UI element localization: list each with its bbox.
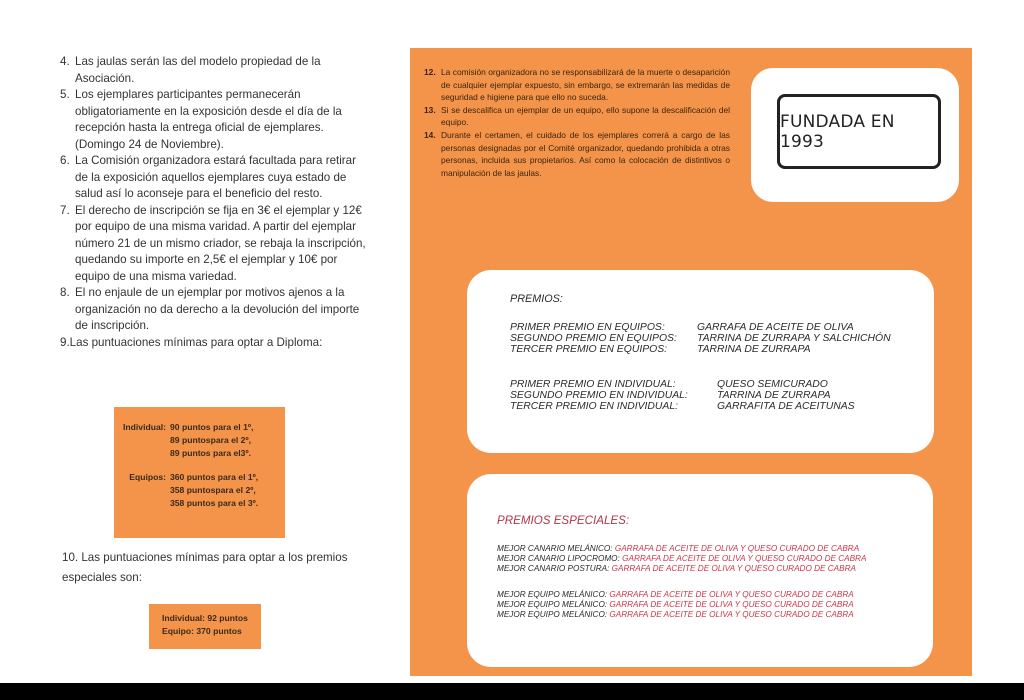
individual-row-3 xyxy=(114,447,285,460)
bottom-bar xyxy=(0,683,1024,700)
premio-value: TARRINA DE ZURRAPA xyxy=(697,343,811,355)
rule-7 xyxy=(60,203,372,286)
diploma-scores-box xyxy=(114,407,285,538)
individual-row xyxy=(114,421,285,434)
especial-value: GARRAFA DE ACEITE DE OLIVA Y QUESO CURADO DE CABRA xyxy=(614,544,860,553)
rule-number: 12. xyxy=(424,67,436,77)
especial-value: GARRAFA DE ACEITE DE OLIVA Y QUESO CURADO DE CABRA xyxy=(609,610,854,620)
especial-row xyxy=(497,554,866,564)
especial-value: GARRAFA DE ACEITE DE OLIVA Y QUESO CURADO DE CABRA xyxy=(609,600,854,610)
spacer xyxy=(114,484,170,497)
rule-14 xyxy=(424,129,730,179)
premio-label: PRIMER PREMIO EN EQUIPOS: xyxy=(510,322,665,333)
rule-number: 14. xyxy=(424,129,436,140)
rule-text: La comisión organizadora no se responsabilizará de la muerte o desaparición de cualquier ejemplar expuesto, sin embargo, se extremarán las medidas de seguridad e higiene para que ello no suceda. xyxy=(441,67,730,103)
especial-row xyxy=(497,564,866,574)
rule-12 xyxy=(424,66,730,104)
premio-value: TARRINA DE ZURRAPA xyxy=(717,389,831,401)
premio-label: SEGUNDO PREMIO EN EQUIPOS: xyxy=(510,332,677,344)
rule-text: Si se descalifica un ejemplar de un equipo, ello supone la descalificación del equipo. xyxy=(441,104,730,128)
special-equipo: Equipo: 370 puntos xyxy=(162,626,242,636)
especial-row xyxy=(497,544,866,554)
especial-value: GARRAFA DE ACEITE DE OLIVA Y QUESO CURADO DE CABRA xyxy=(611,564,856,574)
premio-row xyxy=(510,402,855,413)
especiales-equipos xyxy=(497,590,854,621)
rule-8 xyxy=(60,285,372,335)
rule-text: Los ejemplares participantes permanecerán obligatoriamente en la exposición desde el día de la recepción hasta la entrega oficial de ejemplares. (Domingo 24 de Noviembre). xyxy=(75,88,342,151)
especial-label: MEJOR EQUIPO MELÁNICO: xyxy=(497,610,608,620)
especiales-title: PREMIOS ESPECIALES: xyxy=(497,514,630,527)
premio-label: PRIMER PREMIO EN INDIVIDUAL: xyxy=(510,379,676,390)
rule-number: 8. xyxy=(60,286,70,299)
premio-value: TARRINA DE ZURRAPA Y SALCHICHÓN xyxy=(697,332,891,344)
rule-4 xyxy=(60,54,372,87)
premios-individual xyxy=(510,380,855,412)
especial-label: MEJOR CANARIO LIPOCROMO: xyxy=(497,554,620,564)
premio-label: TERCER PREMIO EN INDIVIDUAL: xyxy=(510,400,679,412)
especial-value: GARRAFA DE ACEITE DE OLIVA Y QUESO CURADO DE CABRA xyxy=(622,554,867,564)
especial-row xyxy=(497,600,854,610)
equipos-score: 358 puntos para el 3º. xyxy=(170,497,259,508)
especiales-card xyxy=(467,474,933,667)
equipos-score: 360 puntos para el 1º, xyxy=(170,472,259,483)
special-individual: Individual: 92 puntos xyxy=(162,613,248,623)
rule-13 xyxy=(424,104,730,129)
especiales-canarios xyxy=(497,544,866,575)
rule-5 xyxy=(60,87,372,153)
equipos-label: Equipos: xyxy=(129,472,166,483)
spacer xyxy=(114,434,170,447)
premios-card xyxy=(467,270,934,453)
especial-row xyxy=(497,610,854,620)
premio-row xyxy=(510,345,891,356)
orange-panel xyxy=(410,48,972,676)
rule-text: El no enjaule de un ejemplar por motivos ajenos a la organización no da derecho a la devolución del importe de inscripción. xyxy=(75,286,360,332)
rule-text: Las jaulas serán las del modelo propiedad de la Asociación. xyxy=(75,55,321,85)
premio-label: TERCER PREMIO EN EQUIPOS: xyxy=(510,343,668,355)
especial-label: MEJOR CANARIO MELÁNICO: xyxy=(497,544,613,553)
individual-score: 89 puntospara el 2º, xyxy=(170,434,251,445)
individual-score: 89 puntos para el3º. xyxy=(170,447,251,458)
right-rules xyxy=(424,66,730,179)
left-column xyxy=(60,54,372,351)
individual-score: 90 puntos para el 1º, xyxy=(170,422,254,432)
especial-value: GARRAFA DE ACEITE DE OLIVA Y QUESO CURADO DE CABRA xyxy=(609,590,854,599)
especial-label: MEJOR EQUIPO MELÁNICO: xyxy=(497,600,608,610)
especial-label: MEJOR CANARIO POSTURA: xyxy=(497,564,610,574)
rule-9: 9.Las puntuaciones mínimas para optar a Diploma: xyxy=(60,335,323,349)
spacer xyxy=(114,459,285,471)
rule-number: 13. xyxy=(424,104,436,115)
equipos-row-3 xyxy=(114,497,285,510)
rule-text: Durante el certamen, el cuidado de los ejemplares correrá a cargo de las personas designadas por el Comité organizador, quedando prohibida a otras personas, incluida sus propietarios. Así como la colocación de distintivos o manipulación de las jaulas. xyxy=(441,129,730,178)
individual-row-2 xyxy=(114,434,285,447)
especial-row xyxy=(497,590,854,600)
logo-card xyxy=(751,68,959,202)
founded-badge: FUNDADA EN 1993 xyxy=(777,94,941,169)
equipos-row xyxy=(114,471,285,484)
premios-title: PREMIOS: xyxy=(510,293,563,305)
special-scores-box xyxy=(149,604,261,649)
equipos-row-2 xyxy=(114,484,285,497)
spacer xyxy=(114,497,170,510)
equipos-score: 358 puntospara el 2º, xyxy=(170,485,256,496)
premios-equipos xyxy=(510,323,891,355)
rule-number: 7. xyxy=(60,203,70,217)
spacer xyxy=(114,447,170,460)
rule-number: 4. xyxy=(60,55,70,68)
rule-text: El derecho de inscripción se fija en 3€ el ejemplar y 12€ por equipo de una misma varidad. A partir del ejemplar número 21 de un mismo criador, se rebaja la inscripción, quedando su importe en 2,5€ el ejemplar y 10€ por equipo de una misma variedad. xyxy=(75,203,366,283)
rule-text: La Comisión organizadora estará facultada para retirar de la exposición aquellos ejemplares cuya estado de salud así lo aconseje para el beneficio del resto. xyxy=(75,154,356,200)
premio-row xyxy=(510,334,891,345)
individual-label: Individual: xyxy=(123,422,166,432)
rule-number: 5. xyxy=(60,88,70,101)
especial-label: MEJOR EQUIPO MELÁNICO: xyxy=(497,590,608,599)
premio-value: GARRAFITA DE ACEITUNAS xyxy=(717,400,855,412)
rule-6 xyxy=(60,153,372,203)
premio-value: GARRAFA DE ACEITE DE OLIVA xyxy=(697,322,854,333)
rule-10: 10. Las puntuaciones mínimas para optar a los premios especiales son: xyxy=(62,551,348,584)
rule-number: 6. xyxy=(60,154,70,167)
premio-label: SEGUNDO PREMIO EN INDIVIDUAL: xyxy=(510,389,688,401)
premio-row xyxy=(510,391,855,402)
premio-value: QUESO SEMICURADO xyxy=(717,379,828,390)
